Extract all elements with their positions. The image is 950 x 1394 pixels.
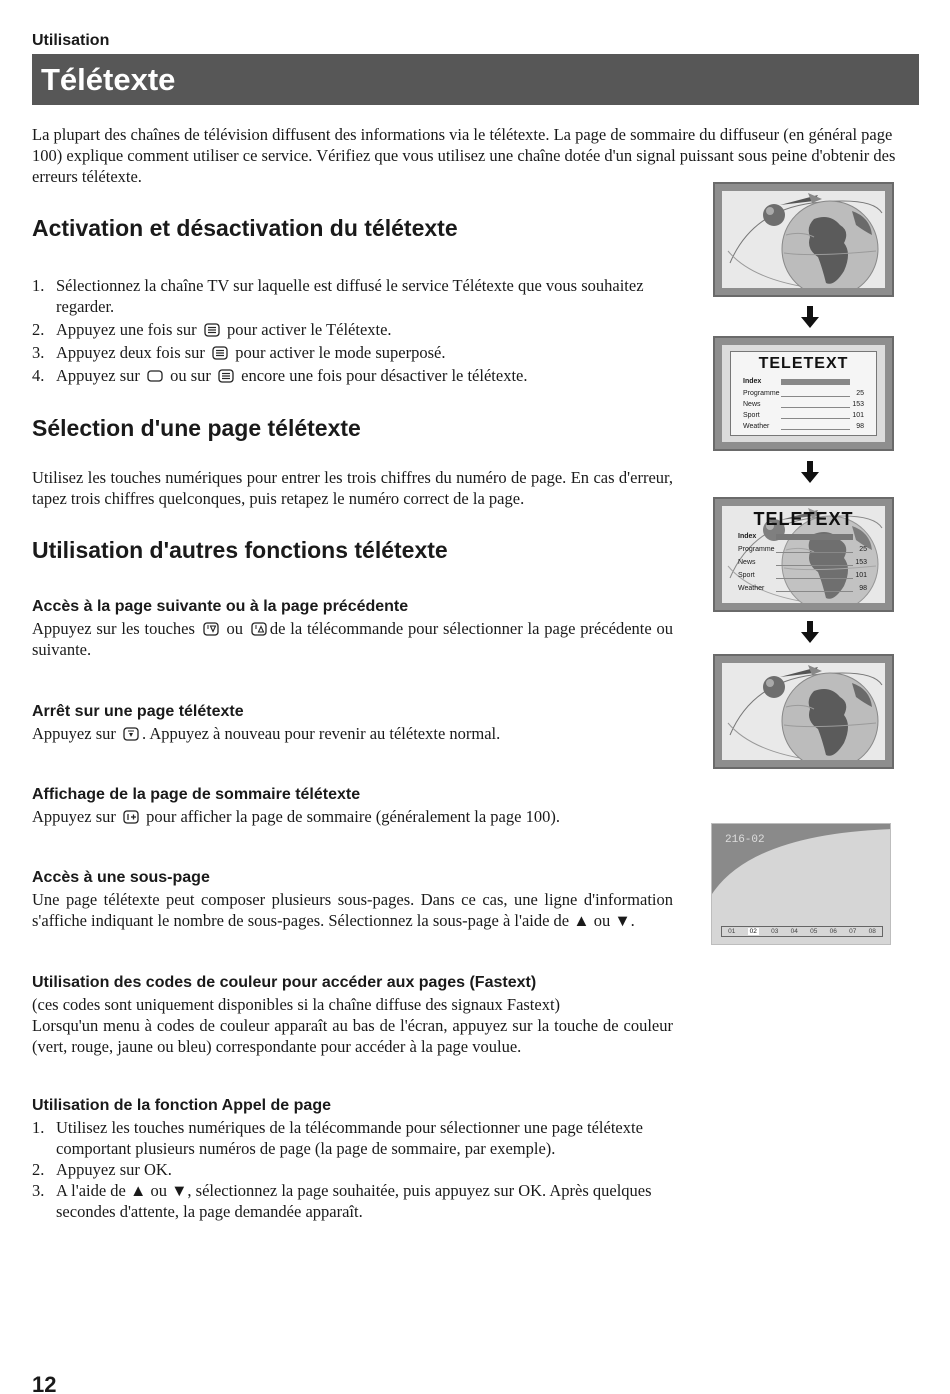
subpage-item: 05 <box>810 928 818 935</box>
row-value: 98 <box>856 423 864 430</box>
title-bar <box>32 54 919 105</box>
next-prev-text <box>32 618 673 660</box>
row-value: 25 <box>856 390 864 397</box>
paragraph-text: ou <box>226 619 244 638</box>
subpage-item: 08 <box>868 928 876 935</box>
teletext-row <box>738 546 867 555</box>
row-label: Programme <box>738 546 775 553</box>
index-heading: Affichage de la page de sommaire télétexte <box>32 786 361 803</box>
teletext-page <box>730 351 877 436</box>
teletext-row <box>743 401 864 410</box>
page-title: Télétexte <box>41 62 176 97</box>
list-item <box>32 342 673 363</box>
index-text <box>32 806 673 827</box>
row-value: 153 <box>852 401 864 408</box>
teletext-title: TELETEXT <box>758 355 849 372</box>
paragraph-text: Appuyez sur <box>32 724 116 743</box>
intro-paragraph: La plupart des chaînes de télévision diffusent des informations via le télétexte. La page de sommaire du diffuseur (en général page 100) explique comment utiliser ce service. Vérifiez que vous utilisez une chaîne dotée d'un signal puissant sous peine d'obtenir des erreurs télétexte. <box>32 125 896 186</box>
row-value: 25 <box>859 546 867 553</box>
teletext-row <box>738 572 867 581</box>
subpage-item: 01 <box>728 928 736 935</box>
row-label: Weather <box>738 585 765 592</box>
teletext-title: TELETEXT <box>753 509 854 529</box>
teletext-icon <box>204 323 220 337</box>
hold-heading: Arrêt sur une page télétexte <box>32 703 244 720</box>
step-number: 4. <box>32 366 45 385</box>
step-text: Appuyez sur OK. <box>56 1160 172 1179</box>
activation-heading: Activation et désactivation du télétexte <box>32 215 458 241</box>
selection-text: Utilisez les touches numériques pour entrer les trois chiffres du numéro de page. En cas d'erreur, tapez trois chiffres quelconques, puis retapez le numéro correct de la page. <box>32 468 673 508</box>
page-number: 12 <box>32 1372 57 1394</box>
paragraph-text: pour afficher la page de sommaire (généralement la page 100). <box>146 807 560 826</box>
row-value: 153 <box>855 559 867 566</box>
activation-steps <box>32 275 673 388</box>
step-text: A l'aide de ▲ ou ▼, sélectionnez la page souhaitée, puis appuyez sur OK. Après quelques secondes d'attente, la page demandée apparaît. <box>56 1181 652 1221</box>
step-number: 3. <box>32 343 45 362</box>
step-text: pour activer le Télétexte. <box>226 320 392 339</box>
row-label: Programme <box>743 390 780 397</box>
list-item <box>32 319 673 340</box>
tv-screen-normal <box>713 182 894 297</box>
step-text: Sélectionnez la chaîne TV sur laquelle est diffusé le service Télétexte que vous souhaitez regarder. <box>56 276 644 316</box>
teletext-row <box>743 412 864 421</box>
step-text: Appuyez deux fois sur <box>56 343 205 362</box>
step-text: Appuyez une fois sur <box>56 320 197 339</box>
tv-icon <box>147 369 163 383</box>
index-icon <box>123 810 139 824</box>
list-item <box>32 275 673 317</box>
teletext-row <box>738 559 867 568</box>
step-text: encore une fois pour désactiver le télétexte. <box>241 366 528 385</box>
row-label: Weather <box>743 423 770 430</box>
globe-icon <box>722 191 885 288</box>
step-number: 2. <box>32 1160 45 1179</box>
subpage-item-selected: 02 <box>749 928 757 935</box>
row-value: 101 <box>855 572 867 579</box>
teletext-row <box>743 423 864 432</box>
tv-screen-mixed <box>713 497 894 612</box>
step-number: 1. <box>32 1118 45 1137</box>
globe-icon <box>722 663 885 760</box>
paragraph-text: Appuyez sur les touches <box>32 619 195 638</box>
down-arrow-icon <box>801 621 819 643</box>
teletext-index-label: Index <box>743 378 762 385</box>
subpage-item: 04 <box>790 928 798 935</box>
list-item <box>32 1117 673 1159</box>
teletext-index-row <box>743 378 864 387</box>
teletext-icon <box>212 346 228 360</box>
step-number: 1. <box>32 276 45 295</box>
hold-text <box>32 723 673 744</box>
fastext-text: Lorsqu'un menu à codes de couleur apparaît au bas de l'écran, appuyez sur la touche de couleur (vert, rouge, jaune ou bleu) correspondante pour accéder à la page voulue. <box>32 1016 673 1056</box>
paragraph-text: . Appuyez à nouveau pour revenir au télétexte normal. <box>141 724 501 743</box>
fastext-note: (ces codes sont uniquement disponibles si la chaîne diffuse des signaux Fastext) <box>32 995 561 1014</box>
row-value: 101 <box>852 412 864 419</box>
subpage-screen <box>711 823 891 945</box>
tv-screen-normal <box>713 654 894 769</box>
step-text: Appuyez sur <box>56 366 140 385</box>
selection-heading: Sélection d'une page télétexte <box>32 415 361 441</box>
subpage-code: 216-02 <box>725 834 765 846</box>
paragraph-text: de la télécommande pour sélectionner la page précédente ou suivante. <box>32 619 673 659</box>
paragraph-text: Appuyez sur <box>32 807 116 826</box>
subpage-item: 06 <box>829 928 837 935</box>
teletext-row <box>743 390 864 399</box>
list-item <box>32 1159 673 1180</box>
step-text: pour activer le mode superposé. <box>235 343 446 362</box>
list-item <box>32 1180 673 1222</box>
row-label: News <box>743 401 761 408</box>
fastext-heading: Utilisation des codes de couleur pour accéder aux pages (Fastext) <box>32 974 537 991</box>
teletext-row <box>738 585 867 594</box>
step-text: ou sur <box>170 366 211 385</box>
teletext-index-row <box>738 533 867 542</box>
page-call-steps <box>32 1117 673 1222</box>
tv-screen-teletext <box>713 336 894 451</box>
page-down-icon <box>203 622 219 636</box>
next-prev-heading: Accès à la page suivante ou à la page précédente <box>32 598 409 615</box>
subpage-text: Une page télétexte peut composer plusieurs sous-pages. Dans ce cas, une ligne d'information s'affiche indiquant le nombre de sous-pages. Sélectionnez la sous-page à l'aide de ▲ ou ▼. <box>32 890 673 930</box>
row-value: 98 <box>859 585 867 592</box>
row-label: Sport <box>738 572 755 579</box>
subpage-strip <box>721 926 883 937</box>
page-call-heading: Utilisation de la fonction Appel de page <box>32 1097 331 1114</box>
subpage-heading: Accès à une sous-page <box>32 869 210 886</box>
subpage-item: 07 <box>849 928 857 935</box>
other-heading: Utilisation d'autres fonctions télétexte <box>32 537 448 563</box>
down-arrow-icon <box>801 461 819 483</box>
teletext-icon <box>218 369 234 383</box>
step-number: 2. <box>32 320 45 339</box>
step-number: 3. <box>32 1181 45 1200</box>
section-label: Utilisation <box>32 32 110 49</box>
subpage-item: 03 <box>771 928 779 935</box>
row-label: Sport <box>743 412 760 419</box>
row-label: News <box>738 559 756 566</box>
page-up-icon <box>251 622 267 636</box>
hold-icon <box>123 727 139 741</box>
teletext-index-label: Index <box>738 533 757 540</box>
down-arrow-icon <box>801 306 819 328</box>
step-text: Utilisez les touches numériques de la télécommande pour sélectionner une page télétexte comportant plusieurs numéros de page (la page de sommaire, par exemple). <box>56 1118 643 1158</box>
list-item <box>32 365 673 386</box>
